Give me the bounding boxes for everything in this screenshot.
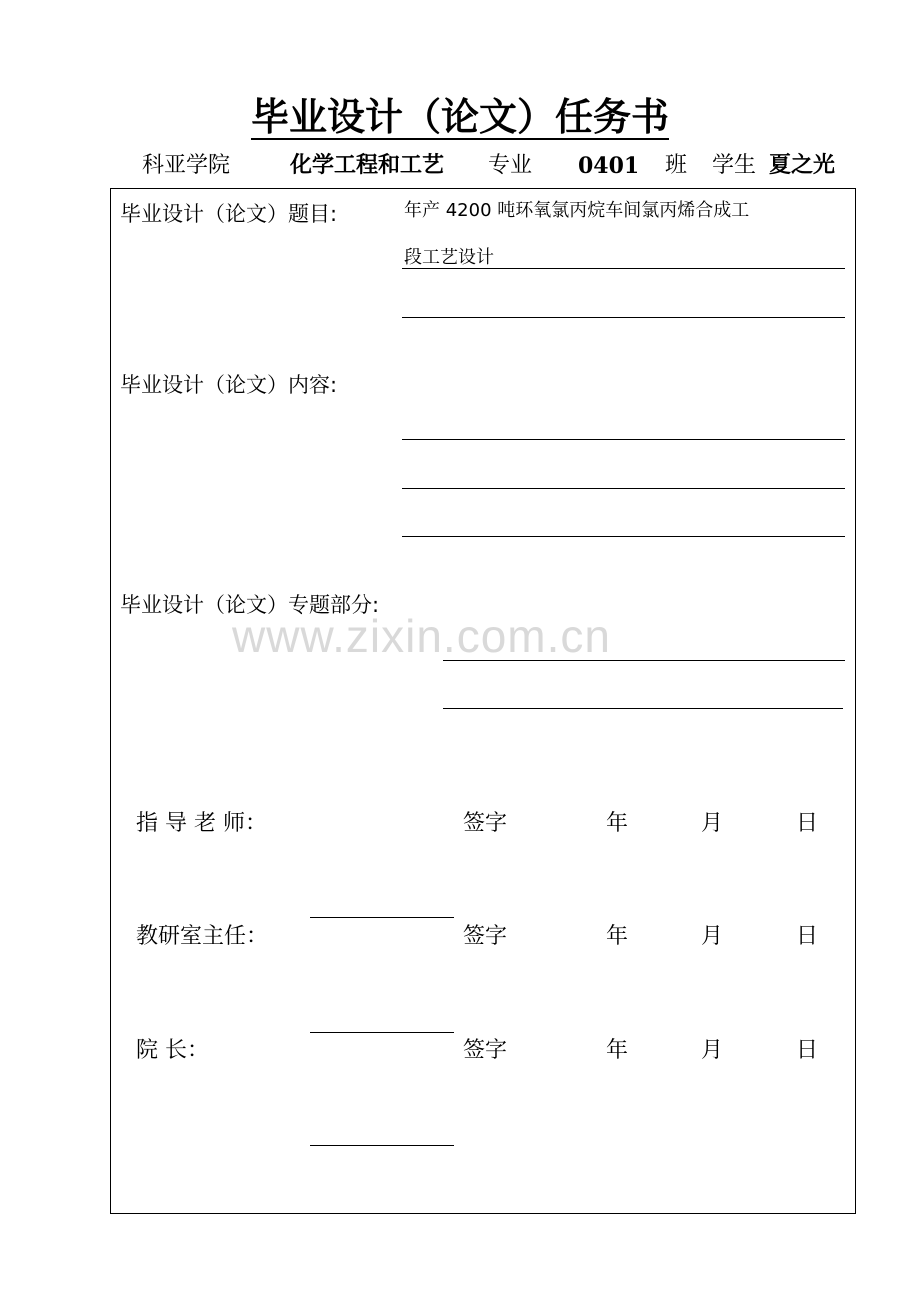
advisor-sign-line [310,917,454,918]
student-name: 夏之光 [769,153,836,178]
student-label: 学生 [712,153,757,178]
topic-text-line-2: 段工艺设计 [404,247,494,268]
director-day-label: 日 [796,924,819,949]
advisor-year-label: 年 [606,811,629,836]
major-suffix: 专业 [488,153,533,178]
content-underline-3 [402,536,845,537]
dean-year-label: 年 [606,1038,629,1063]
page-title: 毕业设计（论文）任务书 [250,95,669,139]
special-underline-1 [443,660,845,661]
advisor-label: 指 导 老 师： [136,811,267,836]
class-number: 0401 [578,153,640,179]
director-label: 教研室主任： [136,924,269,949]
dean-sign-label: 签字 [463,1038,508,1063]
dean-sign-line [310,1145,454,1146]
special-topic-label: 毕业设计（论文）专题部分: [120,593,380,617]
advisor-day-label: 日 [796,811,819,836]
major-name: 化学工程和工艺 [290,153,445,178]
director-sign-line [310,1032,454,1033]
topic-underline-1 [402,268,845,269]
college-name: 科亚学院 [142,153,231,178]
content-label: 毕业设计（论文）内容: [120,373,338,397]
content-underline-1 [402,439,845,440]
dean-label: 院 长： [136,1038,209,1063]
special-underline-2 [443,708,843,709]
topic-underline-2 [402,317,845,318]
advisor-month-label: 月 [701,811,724,836]
director-month-label: 月 [701,924,724,949]
watermark-text: www.zixin.com.cn [232,610,611,662]
dean-month-label: 月 [701,1038,724,1063]
content-underline-2 [402,488,845,489]
topic-label: 毕业设计（论文）题目: [120,202,338,226]
topic-text-line-1: 年产 4200 吨环氧氯丙烷车间氯丙烯合成工 [404,200,750,221]
advisor-sign-label: 签字 [463,811,508,836]
director-year-label: 年 [606,924,629,949]
class-suffix: 班 [665,153,688,178]
dean-day-label: 日 [796,1038,819,1063]
director-sign-label: 签字 [463,924,508,949]
